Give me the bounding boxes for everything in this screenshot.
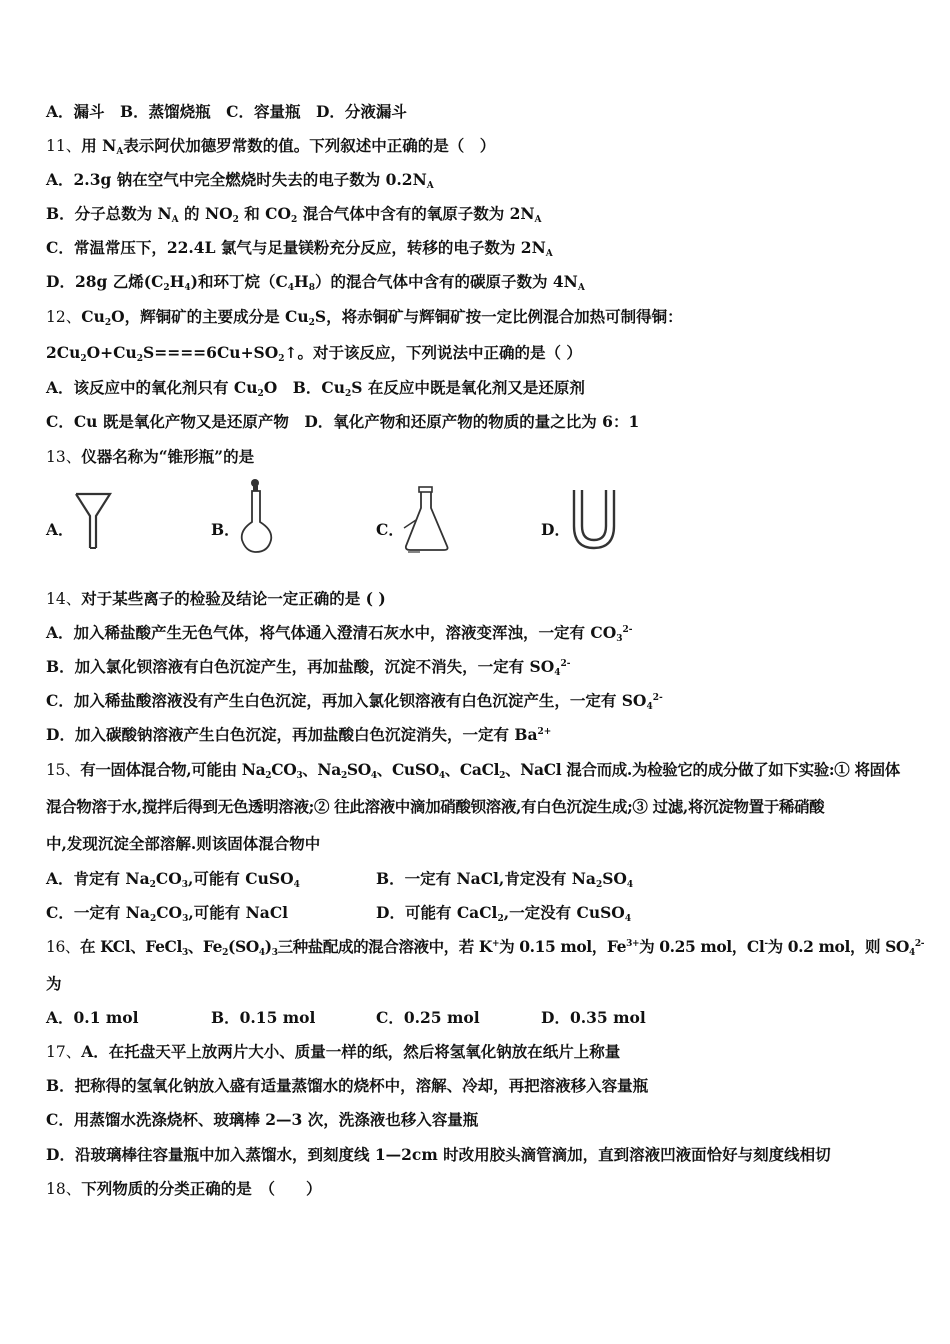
s: 8: [308, 283, 315, 293]
t: C．一定有 Na: [46, 903, 150, 922]
q11-option-a: [46, 170, 434, 190]
s: 2-: [652, 693, 663, 703]
t: ,一定没有 CuSO: [503, 903, 625, 922]
t: A．在托盘天平上放两片大小、质量一样的纸，然后将氢氧化钠放在纸片上称量: [81, 1042, 621, 1061]
t: A．加入稀盐酸产生无色气体，将气体通入澄清石灰水中，溶液变浑浊，一定有 CO: [46, 623, 617, 642]
q12-number: 12、: [46, 308, 82, 326]
q13-stem: [46, 447, 254, 467]
q13-label-b: B．: [211, 520, 240, 539]
t: D．28g 乙烯(C: [46, 272, 164, 291]
t: 为 0.2 mol，则 SO: [767, 937, 910, 956]
t: O，辉铜矿的主要成分是 Cu: [111, 307, 309, 326]
s: A: [426, 181, 434, 191]
s: 2: [291, 215, 298, 225]
t: O B．Cu: [263, 378, 346, 397]
t: B．分子总数为 N: [46, 204, 172, 223]
s: 3: [296, 771, 303, 781]
q15-stem-1: [46, 760, 900, 780]
t: 三种盐配成的混合溶液中，若 K: [277, 937, 492, 956]
s: 4: [258, 948, 265, 958]
t: )和环丁烷（C: [190, 272, 288, 291]
t: O+Cu: [86, 343, 137, 362]
s: 2: [308, 318, 315, 328]
s: 4: [646, 702, 653, 712]
q12-options-cd: C．Cu 既是氧化产物又是还原产物 D．氧化产物和还原产物的物质的量之比为 6：1: [46, 412, 640, 431]
s: A: [171, 215, 179, 225]
t: 、CaCl: [444, 760, 500, 779]
t: B．一定有 NaCl,肯定没有 Na: [376, 869, 596, 888]
t: B．加入氯化钡溶液有白色沉淀产生，再加盐酸，沉淀不消失，一定有 SO: [46, 657, 555, 676]
t: D．可能有 CaCl: [376, 903, 498, 922]
s: 4: [184, 283, 191, 293]
q16-option-c: C．0.25 mol: [376, 1008, 480, 1027]
s: 3+: [626, 939, 640, 949]
q16-number: 16、: [46, 938, 81, 956]
s: 4: [626, 880, 634, 890]
q11-option-c: [46, 238, 553, 258]
s: A: [577, 283, 585, 293]
q13-label-c: C．: [376, 520, 404, 539]
s: 2: [278, 354, 285, 364]
s: 3: [271, 948, 278, 958]
t: 、Fe: [187, 937, 223, 956]
t: 混合气体中含有的氧原子数为 2N: [297, 204, 535, 223]
q14-option-d: [46, 725, 551, 745]
s: 4: [370, 771, 377, 781]
t: S，将赤铜矿与辉铜矿按一定比例混合加热可制得铜：: [314, 307, 683, 326]
s: 2: [136, 354, 144, 364]
s: 4: [438, 771, 445, 781]
t: CO: [155, 869, 182, 888]
s: A: [545, 249, 553, 259]
t: C．常温常压下，22.4L 氯气与足量镁粉充分反应，转移的电子数为 2N: [46, 238, 546, 257]
t: (SO: [228, 937, 259, 956]
t: 下列物质的分类正确的是 （ ）: [81, 1179, 322, 1198]
t: C．加入稀盐酸溶液没有产生白色沉淀，再加入氯化钡溶液有白色沉淀产生，一定有 SO: [46, 691, 647, 710]
q16-stem-1: [46, 937, 924, 957]
s: 2: [232, 215, 239, 225]
t: CO: [271, 760, 297, 779]
q17-option-c: C．用蒸馏水洗涤烧杯、玻璃棒 2—3 次，洗涤液也移入容量瓶: [46, 1110, 479, 1129]
s: 2: [104, 318, 112, 328]
q13-label-a: A．: [46, 520, 74, 539]
t: S====6Cu+SO: [143, 343, 279, 362]
q16-option-a: A．0.1 mol: [46, 1008, 139, 1027]
q18-stem: [46, 1179, 322, 1199]
t: SO: [602, 869, 627, 888]
q16-option-d: D．0.35 mol: [541, 1008, 646, 1027]
s: 2: [163, 283, 170, 293]
funnel-icon: [72, 488, 114, 554]
t: 和 CO: [238, 204, 292, 223]
t: ↑。对于该反应，下列说法中正确的是（ ）: [284, 343, 582, 362]
t: ): [264, 937, 272, 956]
q11-stem-b: 表示阿伏加德罗常数的值。下列叙述中正确的是（ ）: [123, 136, 496, 155]
q17-option-a: [46, 1042, 620, 1062]
t: ,可能有 CuSO: [188, 869, 294, 888]
q16-stem-2: 为: [46, 974, 62, 993]
s: 2: [595, 880, 603, 890]
s: 2+: [537, 727, 552, 737]
t: H: [169, 272, 185, 291]
q12-stem-1: [46, 307, 683, 327]
t: CO: [156, 903, 183, 922]
q11-stem-a: 用 N: [81, 136, 117, 155]
t: A．2.3g 钠在空气中完全燃烧时失去的电子数为 0.2N: [46, 170, 427, 189]
q11-option-b: [46, 204, 542, 224]
s: 2: [80, 354, 87, 364]
q17-number: 17、: [46, 1043, 82, 1061]
s: 3: [616, 634, 623, 644]
q11-option-d: [46, 272, 585, 292]
q15-options-ab: [46, 869, 633, 889]
q11-stem: [46, 136, 495, 156]
s: 4: [287, 283, 295, 293]
q18-number: 18、: [46, 1180, 82, 1198]
t: 为 0.15 mol，Fe: [499, 937, 627, 956]
s: 4: [909, 948, 915, 958]
t: 有一固体混合物,可能由 Na: [80, 760, 266, 779]
s: 3: [181, 948, 188, 958]
q15-stem-3: 中,发现沉淀全部溶解.则该固体混合物中: [46, 834, 321, 853]
s: 2: [265, 771, 272, 781]
q14-number: 14、: [46, 590, 82, 608]
s: 2: [499, 771, 506, 781]
t: 、CuSO: [376, 760, 439, 779]
q14-stem: [46, 589, 386, 609]
t: S 在反应中既是氧化剂又是还原剂: [351, 378, 585, 397]
t: 为 0.25 mol，Cl: [639, 937, 765, 956]
q15-number: 15、: [46, 761, 81, 779]
s: A: [534, 215, 542, 225]
s: 2: [497, 914, 504, 924]
s: 2-: [560, 659, 571, 669]
q12-equation: [46, 343, 582, 363]
s: +: [491, 939, 500, 949]
s: 3: [182, 914, 189, 924]
q10-options: A．漏斗 B．蒸馏烧瓶 C．容量瓶 D．分液漏斗: [46, 102, 407, 121]
t: 在 KCl、FeCl: [80, 937, 182, 956]
s: 2: [222, 948, 229, 958]
q15-stem-2: 混合物溶于水,搅拌后得到无色透明溶液;② 往此溶液中滴加硝酸钡溶液,有白色沉淀生成;③ 过滤,将沉淀物置于稀硝酸: [46, 797, 825, 816]
q11-number: 11、: [46, 137, 82, 155]
q11-stem-sub: A: [116, 147, 124, 157]
t: SO: [346, 760, 371, 779]
conical-flask-icon: [398, 484, 456, 556]
s: 4: [624, 914, 632, 924]
t: 仪器名称为“锥形瓶”的是: [81, 447, 255, 466]
t: 2Cu: [46, 343, 81, 362]
s: 3: [181, 880, 189, 890]
t: 对于某些离子的检验及结论一定正确的是 ( ): [81, 589, 386, 608]
flask-icon: [236, 476, 278, 556]
s: 2: [345, 389, 352, 399]
t: A．该反应中的氧化剂只有 Cu: [46, 378, 258, 397]
q12-options-ab: [46, 378, 585, 398]
s: 2-: [622, 625, 633, 635]
t: 、NaCl 混合而成.为检验它的成分做了如下实验:① 将固体: [505, 760, 900, 779]
s: 4: [293, 880, 300, 890]
u-tube-icon: [566, 486, 622, 552]
t: A．肯定有 Na: [46, 869, 150, 888]
s: 2-: [914, 939, 925, 949]
s: 2: [340, 771, 347, 781]
t: H: [294, 272, 309, 291]
q16-options: [46, 1008, 646, 1028]
q13-number: 13、: [46, 448, 82, 466]
q15-options-cd: [46, 903, 631, 923]
t: 、Na: [302, 760, 341, 779]
s: -: [764, 939, 768, 949]
q17-option-d: D．沿玻璃棒往容量瓶中加入蒸馏水，到刻度线 1—2cm 时改用胶头滴管滴加，直到溶液凹液面恰好与刻度线相切: [46, 1145, 831, 1164]
q17-option-b: B．把称得的氢氧化钠放入盛有适量蒸馏水的烧杯中，溶解、冷却，再把溶液移入容量瓶: [46, 1076, 649, 1095]
q14-option-a: [46, 623, 633, 643]
t: D．加入碳酸钠溶液产生白色沉淀，再加盐酸白色沉淀消失，一定有 Ba: [46, 725, 538, 744]
t: ）的混合气体中含有的碳原子数为 4N: [314, 272, 578, 291]
s: 2: [257, 389, 264, 399]
t: Cu: [81, 307, 105, 326]
t: ,可能有 NaCl: [188, 903, 289, 922]
s: 2: [149, 880, 156, 890]
s: 4: [554, 668, 561, 678]
q14-option-c: [46, 691, 663, 711]
q14-option-b: [46, 657, 570, 677]
q16-option-b: B．0.15 mol: [211, 1008, 316, 1027]
s: 2: [149, 914, 157, 924]
q13-label-d: D．: [541, 520, 570, 539]
t: 的 NO: [178, 204, 233, 223]
